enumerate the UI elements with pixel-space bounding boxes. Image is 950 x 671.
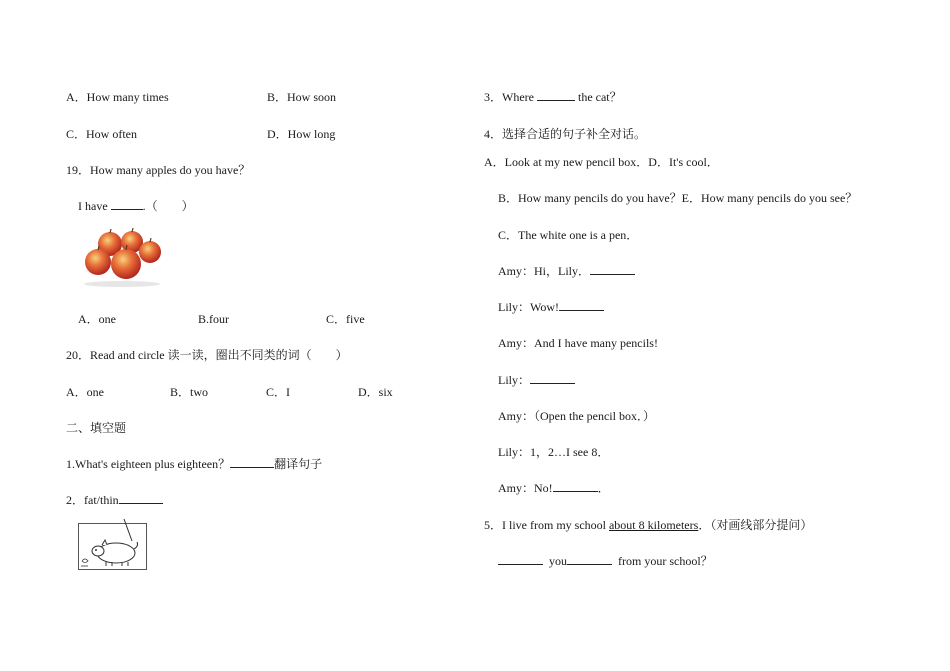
q18-option-c: C．How often <box>66 127 137 141</box>
q18-option-d: D．How long <box>267 127 336 141</box>
dialogue-line-1 <box>498 263 635 279</box>
fill5-prefix: 5．I live from my school <box>484 518 609 532</box>
q18-option-b: B．How soon <box>267 90 337 104</box>
q20-option-d: D．six <box>358 385 393 399</box>
dialogue-blank-3[interactable] <box>530 372 575 384</box>
pig-image <box>78 519 148 571</box>
fill5-blank-2[interactable] <box>567 553 612 565</box>
q19-prompt: 19．How many apples do you have？ <box>66 163 251 177</box>
fill5-answer-end: from your school？ <box>618 554 713 568</box>
fill5-answer-mid: you <box>549 554 567 568</box>
dialogue-line-1-text: Amy：Hi，Lily． <box>498 264 590 278</box>
dialogue-line-2-text: Lily：Wow! <box>498 300 560 314</box>
fill4-options-b-e: B．How many pencils do you have？E．How many pencils do you see？ <box>498 191 858 205</box>
fill2-blank[interactable] <box>119 492 163 504</box>
fill1-suffix: 翻译句子 <box>274 457 323 471</box>
fill5-underlined-phrase: about 8 kilometers <box>608 518 699 532</box>
q18-option-a: A．How many times <box>66 90 169 104</box>
dialogue-line-4 <box>498 372 575 388</box>
q19-answer-line <box>78 198 194 214</box>
q19-line-prefix: I have <box>78 199 108 213</box>
fill5-suffix: ．（对画线部分提问） <box>698 518 813 532</box>
dialogue-blank-2[interactable] <box>559 299 604 311</box>
dialogue-line-7 <box>498 480 610 496</box>
q20-option-a: A．one <box>66 385 104 399</box>
q20-option-b: B．two <box>170 385 209 399</box>
fill3-suffix: the cat？ <box>577 90 622 104</box>
fill2-prefix: 2．fat/thin <box>66 493 119 507</box>
dialogue-line-7-suffix: ． <box>597 481 610 495</box>
dialogue-line-7-prefix: Amy：No! <box>498 481 553 495</box>
apples-image <box>80 228 164 288</box>
fill2-line <box>66 492 163 508</box>
q19-option-b: B.four <box>198 312 229 326</box>
fill4-title: 4．选择合适的句子补全对话。 <box>484 127 647 141</box>
q19-line-suffix: .（ ） <box>142 199 194 213</box>
fill4-option-c: C．The white one is a pen． <box>498 228 639 242</box>
fill5-question <box>484 517 812 533</box>
q20-option-c: C．I <box>266 385 291 399</box>
fill1-blank[interactable] <box>230 456 274 468</box>
q19-option-c: C．five <box>326 312 365 326</box>
fill5-answer-line <box>498 553 713 569</box>
fill3-line <box>484 89 622 105</box>
fill1-prefix: 1.What's eighteen plus eighteen？ <box>66 457 231 471</box>
dialogue-line-5: Amy：（Open the pencil box．） <box>498 409 655 423</box>
fill1-line <box>66 456 322 472</box>
dialogue-line-2 <box>498 299 604 315</box>
dialogue-blank-1[interactable] <box>590 263 635 275</box>
dialogue-blank-4[interactable] <box>553 480 598 492</box>
dialogue-line-6: Lily：1，2…I see 8． <box>498 445 610 459</box>
fill5-blank-1[interactable] <box>498 553 543 565</box>
q19-option-a: A．one <box>78 312 116 326</box>
dialogue-line-4-text: Lily： <box>498 373 530 387</box>
dialogue-line-3: Amy：And I have many pencils! <box>498 336 658 350</box>
fill3-prefix: 3．Where <box>484 90 534 104</box>
q19-blank[interactable] <box>111 198 143 210</box>
fill3-blank[interactable] <box>537 89 575 101</box>
section-heading-fill-in: 二、填空题 <box>66 421 127 435</box>
fill4-options-a-d: A．Look at my new pencil box．D．It's cool． <box>484 155 719 169</box>
q20-prompt: 20．Read and circle 读一读，圈出不同类的词（ ） <box>66 348 348 362</box>
